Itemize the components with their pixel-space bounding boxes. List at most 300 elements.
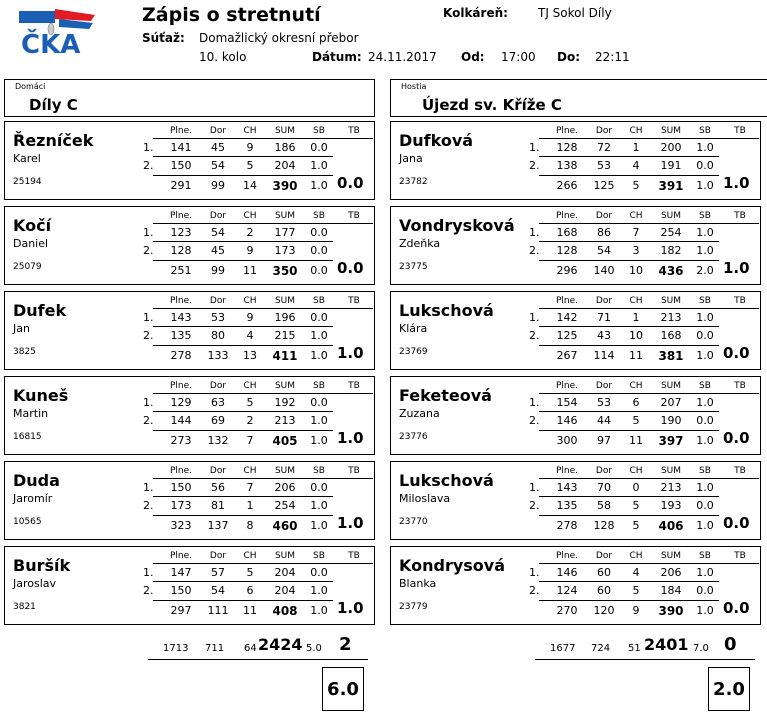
player-tb: 0.0 (723, 514, 750, 532)
lane-value: TJ Sokol Díly (538, 6, 612, 20)
total-value: 8 (246, 519, 254, 532)
column-header: Dor (209, 551, 227, 561)
throw-value: 128 (556, 244, 578, 257)
total-value: 297 (170, 604, 192, 617)
header-underline (539, 563, 759, 564)
player-surname: Kondrysová (399, 556, 506, 575)
column-header: SB (313, 126, 325, 136)
total-value: 125 (593, 179, 615, 192)
home-player-card (4, 461, 375, 540)
home-player-card (4, 121, 375, 200)
throw-value: 1.0 (696, 396, 714, 409)
column-header: CH (629, 211, 643, 221)
total-value: 411 (272, 349, 298, 363)
throw-value: 9 (246, 141, 254, 154)
throw-value: 54 (597, 244, 611, 257)
cka-logo (15, 5, 97, 57)
logo-text: ČKA (21, 30, 81, 57)
column-header: Plne. (555, 126, 579, 136)
home-team-name: Díly C (29, 96, 78, 114)
total-value: 460 (272, 519, 298, 533)
player-surname: Kuneš (13, 386, 69, 405)
total-separator (539, 430, 719, 431)
player-first-name: Jan (13, 322, 30, 335)
throw-value: 53 (211, 311, 225, 324)
column-header: CH (629, 381, 643, 391)
column-header: Plne. (555, 211, 579, 221)
throw-value: 186 (274, 141, 296, 154)
player-first-name: Martin (13, 407, 49, 420)
total-separator (539, 345, 719, 346)
throw-number: 1. (529, 141, 540, 154)
player-score-table (143, 377, 373, 454)
column-header: TB (348, 211, 360, 221)
end-time-label: Do: (557, 50, 581, 64)
throw-number: 2. (529, 414, 540, 427)
home-total-sum: 2424 (258, 635, 303, 654)
total-value: 11 (629, 349, 643, 362)
total-value: 436 (658, 264, 684, 278)
column-header: SUM (660, 296, 682, 306)
throw-value: 54 (211, 226, 225, 239)
throw-value: 168 (660, 329, 682, 342)
total-separator (153, 260, 333, 261)
away-player-card (390, 546, 761, 625)
row-separator (153, 411, 333, 412)
throw-number: 2. (143, 414, 154, 427)
throw-value: 60 (597, 566, 611, 579)
column-header: CH (243, 466, 257, 476)
total-value: 10 (629, 264, 643, 277)
total-value: 120 (593, 604, 615, 617)
total-value: 114 (593, 349, 615, 362)
round-value: 10. kolo (199, 50, 247, 64)
throw-value: 254 (660, 226, 682, 239)
total-separator (153, 430, 333, 431)
throw-value: 9 (246, 244, 254, 257)
throw-value: 141 (170, 141, 192, 154)
player-surname: Duda (13, 471, 60, 490)
throw-value: 86 (597, 226, 611, 239)
header-underline (153, 138, 373, 139)
home-player-card (4, 206, 375, 285)
player-id: 16815 (13, 432, 42, 442)
throw-value: 182 (660, 244, 682, 257)
throw-value: 1.0 (696, 141, 714, 154)
player-tb: 1.0 (337, 514, 364, 532)
throw-value: 184 (660, 584, 682, 597)
throw-value: 204 (274, 584, 296, 597)
total-separator (153, 600, 333, 601)
column-header: SB (699, 466, 711, 476)
throw-value: 3 (632, 244, 640, 257)
throw-value: 0.0 (696, 159, 714, 172)
competition-label: Súťaž: (142, 31, 185, 45)
throw-value: 0.0 (310, 566, 328, 579)
throw-value: 44 (597, 414, 611, 427)
total-value: 397 (658, 434, 684, 448)
throw-value: 206 (660, 566, 682, 579)
away-player-card (390, 376, 761, 455)
throw-value: 173 (170, 499, 192, 512)
total-value: 1.0 (696, 349, 714, 362)
column-header: SB (313, 381, 325, 391)
total-value: 11 (243, 604, 257, 617)
player-first-name: Klára (399, 322, 428, 335)
total-value: 391 (658, 179, 684, 193)
throw-value: 5 (246, 396, 254, 409)
player-score-table (529, 292, 759, 369)
throw-value: 2 (246, 414, 254, 427)
throw-value: 0.0 (310, 396, 328, 409)
column-header: Plne. (169, 296, 193, 306)
column-header: Plne. (169, 466, 193, 476)
total-value: 99 (211, 264, 225, 277)
throw-value: 138 (556, 159, 578, 172)
column-header: SB (699, 296, 711, 306)
date-value: 24.11.2017 (368, 50, 437, 64)
away-player-card (390, 461, 761, 540)
column-header: TB (734, 551, 746, 561)
column-header: TB (348, 466, 360, 476)
throw-value: 0.0 (310, 226, 328, 239)
column-header: TB (348, 381, 360, 391)
throw-number: 1. (143, 141, 154, 154)
column-header: SB (699, 126, 711, 136)
throw-value: 0.0 (310, 141, 328, 154)
throw-value: 6 (632, 396, 640, 409)
throw-value: 70 (597, 481, 611, 494)
player-tb: 0.0 (723, 429, 750, 447)
throw-value: 54 (211, 584, 225, 597)
throw-value: 0.0 (310, 244, 328, 257)
column-header: Dor (595, 381, 613, 391)
total-value: 266 (556, 179, 578, 192)
player-id: 23782 (399, 177, 428, 187)
total-value: 97 (597, 434, 611, 447)
column-header: Plne. (555, 466, 579, 476)
column-header: SUM (660, 126, 682, 136)
player-tb: 1.0 (337, 429, 364, 447)
player-surname: Vondrysková (399, 216, 515, 235)
header-underline (539, 478, 759, 479)
player-id: 25079 (13, 262, 42, 272)
throw-value: 135 (556, 499, 578, 512)
throw-value: 1.0 (696, 481, 714, 494)
throw-value: 60 (597, 584, 611, 597)
away-role-label: Hostia (401, 82, 427, 91)
player-score-table (529, 547, 759, 624)
throw-value: 81 (211, 499, 225, 512)
total-value: 132 (207, 434, 229, 447)
throw-value: 1 (246, 499, 254, 512)
column-header: TB (734, 381, 746, 391)
header-underline (153, 223, 373, 224)
column-header: SB (313, 466, 325, 476)
throw-number: 1. (143, 566, 154, 579)
player-first-name: Jaromír (13, 492, 53, 505)
total-separator (153, 175, 333, 176)
throw-number: 2. (529, 159, 540, 172)
column-header: CH (243, 381, 257, 391)
player-tb: 1.0 (337, 599, 364, 617)
total-value: 278 (170, 349, 192, 362)
column-header: CH (629, 126, 643, 136)
home-total-sb: 5.0 (306, 643, 322, 654)
date-label: Dátum: (312, 50, 362, 64)
throw-number: 1. (143, 481, 154, 494)
throw-number: 2. (529, 499, 540, 512)
throw-value: 254 (274, 499, 296, 512)
away-player-card (390, 121, 761, 200)
start-time-label: Od: (461, 50, 485, 64)
total-separator (153, 515, 333, 516)
throw-number: 1. (143, 226, 154, 239)
total-value: 99 (211, 179, 225, 192)
throw-value: 56 (211, 481, 225, 494)
player-tb: 0.0 (337, 259, 364, 277)
away-total-ch: 51 (628, 643, 641, 654)
total-value: 273 (170, 434, 192, 447)
player-surname: Dufek (13, 301, 67, 320)
column-header: Plne. (555, 381, 579, 391)
row-separator (539, 241, 719, 242)
column-header: Plne. (555, 551, 579, 561)
column-header: Dor (595, 211, 613, 221)
column-header: SUM (660, 211, 682, 221)
column-header: CH (243, 296, 257, 306)
player-score-table (143, 122, 373, 199)
column-header: SUM (274, 466, 296, 476)
column-header: Plne. (169, 211, 193, 221)
throw-value: 53 (597, 159, 611, 172)
total-separator (539, 600, 719, 601)
throw-value: 80 (211, 329, 225, 342)
throw-value: 150 (170, 481, 192, 494)
column-header: TB (734, 296, 746, 306)
total-value: 5 (632, 519, 640, 532)
throw-value: 1 (632, 141, 640, 154)
column-header: TB (734, 211, 746, 221)
throw-value: 200 (660, 141, 682, 154)
away-summary-line (535, 659, 755, 660)
throw-value: 53 (597, 396, 611, 409)
column-header: Dor (209, 466, 227, 476)
player-id: 23779 (399, 602, 428, 612)
throw-number: 2. (143, 499, 154, 512)
throw-value: 45 (211, 244, 225, 257)
total-value: 1.0 (310, 179, 328, 192)
player-surname: Kočí (13, 216, 52, 235)
total-value: 1.0 (696, 604, 714, 617)
column-header: Dor (595, 466, 613, 476)
throw-value: 168 (556, 226, 578, 239)
throw-value: 123 (170, 226, 192, 239)
column-header: TB (348, 551, 360, 561)
total-value: 350 (272, 264, 298, 278)
throw-value: 5 (632, 499, 640, 512)
column-header: SUM (274, 296, 296, 306)
home-total-dor: 711 (205, 643, 225, 654)
throw-value: 45 (211, 141, 225, 154)
total-value: 0.0 (310, 264, 328, 277)
total-value: 11 (629, 434, 643, 447)
throw-value: 1.0 (696, 311, 714, 324)
total-value: 408 (272, 604, 298, 618)
throw-number: 1. (143, 396, 154, 409)
home-total-tb: 2 (339, 634, 352, 655)
player-score-table (143, 207, 373, 284)
away-match-points: 2.0 (708, 667, 750, 711)
home-player-card (4, 376, 375, 455)
player-first-name: Jana (399, 152, 423, 165)
player-first-name: Blanka (399, 577, 437, 590)
throw-value: 193 (660, 499, 682, 512)
throw-value: 1.0 (696, 566, 714, 579)
column-header: SB (313, 551, 325, 561)
player-tb: 1.0 (337, 344, 364, 362)
player-first-name: Jaroslav (13, 577, 57, 590)
total-value: 390 (272, 179, 298, 193)
throw-value: 213 (660, 481, 682, 494)
home-player-card (4, 291, 375, 370)
throw-value: 43 (597, 329, 611, 342)
total-value: 1.0 (696, 434, 714, 447)
player-first-name: Karel (13, 152, 41, 165)
total-value: 267 (556, 349, 578, 362)
throw-value: 147 (170, 566, 192, 579)
throw-value: 4 (632, 159, 640, 172)
throw-value: 1.0 (696, 226, 714, 239)
throw-value: 1.0 (310, 584, 328, 597)
away-total-plne: 1677 (550, 643, 576, 654)
home-match-points: 6.0 (322, 667, 364, 711)
throw-value: 58 (597, 499, 611, 512)
column-header: CH (243, 126, 257, 136)
total-value: 390 (658, 604, 684, 618)
away-total-dor: 724 (591, 643, 611, 654)
total-value: 111 (207, 604, 229, 617)
player-surname: Řezníček (13, 131, 94, 150)
column-header: SB (699, 211, 711, 221)
throw-value: 1.0 (310, 159, 328, 172)
column-header: Plne. (169, 551, 193, 561)
total-value: 1.0 (310, 349, 328, 362)
throw-value: 142 (556, 311, 578, 324)
throw-value: 213 (660, 311, 682, 324)
throw-value: 9 (246, 311, 254, 324)
total-value: 296 (556, 264, 578, 277)
total-value: 251 (170, 264, 192, 277)
row-separator (153, 241, 333, 242)
throw-value: 1 (632, 311, 640, 324)
throw-value: 215 (274, 329, 296, 342)
column-header: SUM (274, 211, 296, 221)
throw-value: 0 (632, 481, 640, 494)
throw-value: 71 (597, 311, 611, 324)
away-player-card (390, 206, 761, 285)
header-underline (153, 393, 373, 394)
throw-number: 1. (143, 311, 154, 324)
column-header: SUM (274, 381, 296, 391)
total-value: 1.0 (310, 519, 328, 532)
throw-value: 192 (274, 396, 296, 409)
throw-value: 129 (170, 396, 192, 409)
total-separator (539, 260, 719, 261)
player-id: 23770 (399, 517, 428, 527)
player-id: 3821 (13, 602, 36, 612)
away-total-sb: 7.0 (693, 643, 709, 654)
total-value: 1.0 (310, 434, 328, 447)
total-value: 11 (243, 264, 257, 277)
throw-value: 4 (246, 329, 254, 342)
throw-number: 2. (143, 584, 154, 597)
player-score-table (529, 462, 759, 539)
throw-value: 146 (556, 414, 578, 427)
throw-value: 2 (246, 226, 254, 239)
throw-value: 124 (556, 584, 578, 597)
row-separator (153, 326, 333, 327)
throw-value: 128 (556, 141, 578, 154)
throw-value: 154 (556, 396, 578, 409)
column-header: CH (629, 296, 643, 306)
throw-value: 0.0 (310, 311, 328, 324)
throw-number: 2. (143, 244, 154, 257)
away-team-name: Újezd sv. Kříže C (422, 96, 562, 114)
throw-value: 173 (274, 244, 296, 257)
throw-number: 1. (529, 566, 540, 579)
away-total-tb: 0 (724, 634, 737, 655)
total-value: 406 (658, 519, 684, 533)
column-header: CH (629, 551, 643, 561)
throw-number: 2. (529, 584, 540, 597)
throw-value: 54 (211, 159, 225, 172)
column-header: CH (243, 211, 257, 221)
throw-value: 6 (246, 584, 254, 597)
throw-value: 4 (632, 566, 640, 579)
column-header: TB (348, 126, 360, 136)
throw-number: 2. (143, 159, 154, 172)
column-header: Dor (595, 126, 613, 136)
column-header: SUM (660, 466, 682, 476)
total-value: 133 (207, 349, 229, 362)
total-value: 2.0 (696, 264, 714, 277)
throw-value: 146 (556, 566, 578, 579)
total-value: 9 (632, 604, 640, 617)
player-surname: Lukschová (399, 471, 494, 490)
throw-number: 2. (143, 329, 154, 342)
total-value: 1.0 (310, 604, 328, 617)
throw-value: 150 (170, 159, 192, 172)
row-separator (539, 156, 719, 157)
home-player-card (4, 546, 375, 625)
throw-value: 213 (274, 414, 296, 427)
player-tb: 1.0 (723, 174, 750, 192)
player-id: 25194 (13, 177, 42, 187)
header-underline (539, 138, 759, 139)
row-separator (539, 581, 719, 582)
column-header: CH (243, 551, 257, 561)
total-value: 323 (170, 519, 192, 532)
player-first-name: Daniel (13, 237, 49, 250)
throw-value: 10 (629, 329, 643, 342)
column-header: Plne. (169, 381, 193, 391)
row-separator (153, 581, 333, 582)
end-time-value: 22:11 (595, 50, 630, 64)
player-tb: 0.0 (337, 174, 364, 192)
player-first-name: Zuzana (399, 407, 440, 420)
total-value: 1.0 (696, 519, 714, 532)
